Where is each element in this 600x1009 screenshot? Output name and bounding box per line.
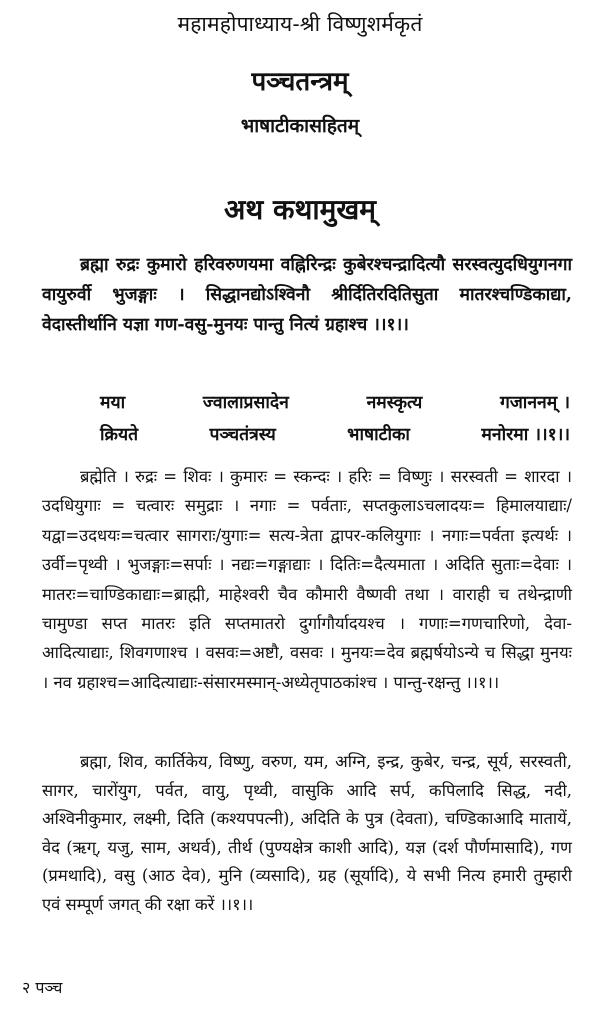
couplet-word: पञ्चतंत्रस्य [209,425,276,445]
couplet-word: ज्वालाप्रसादेन [202,393,289,413]
sanskrit-commentary: ब्रह्मेति । रुद्रः = शिवः । कुमारः = स्कन्दः । हरिः = विष्णुः । सरस्वती = शारदा । उदधियुगाः = चत्वारः समुद्राः । नगाः = पर्वताः, सप्तकुलाऽचलादयः= हिमालयाद्याः/यद्वा=उदधयः=चत्वार सागराः/युगाः= सत्य-त्रेता द्वापर-कलियुगाः । नगाः=पर्वता इत्यर्थः । उर्वी=पृथ्वी । भुजङ्गाः=सर्पाः । नद्यः=गङ्गाद्याः । दितिः=दैत्यमाता । अदिति सुताः=देवाः । मातरः=चाण्डिकाद्याः=ब्राह्मी, माहेश्वरी चैव कौमारी वैष्णवी तथा । वाराही च तथेन्द्राणी चामुण्डा सप्त मातरः इति सप्तमातरो दुर्गागौर्यादयश्च । गणाः=गणचारिणो, देवा-आदित्याद्याः, शिवगणाश्च । वसवः=अष्टौ, वसवः । मुनयः=देव ब्रह्मर्षयोऽन्ये च सिद्धा मुनयः । नव ग्रहाश्च=आदित्याद्याः-संसारमस्मान्-अध्येतृपाठकांश्च । पान्तु-रक्षन्तु ।।१।। [42,467,572,692]
section-title: अथ कथामुखम् [223,193,377,226]
book-title: पञ्चतन्त्रम् [251,67,349,97]
couplet-word: क्रियते [100,425,139,445]
book-subtitle: भाषाटीकासहितम् [240,115,360,137]
opening-verse: ब्रह्मा रुद्रः कुमारो हरिवरुणयमा वह्निरिन्द्रः कुबेरश्चन्द्रादित्यौ सरस्वत्युदधियुगनगा वायुरुर्वी भुजङ्गाः । सिद्धानद्योऽश्विनौ श्रीर्दितिरदितिसुता मातरश्चण्डिकाद्या, वेदास्तीर्थानि यज्ञा गण-वसु-मुनयः पान्तु नित्यं ग्रहाश्च ।।१।। [42,255,572,335]
page-signature: २ पञ्च [22,978,63,997]
translator-couplet-line-1 [100,388,570,418]
couplet-word: नमस्कृत्य [366,393,423,413]
couplet-word: भाषाटीका [347,425,410,445]
couplet-word: मया [100,393,126,413]
couplet-word: मनोरमा ।।१।। [481,425,570,445]
hindi-translation: ब्रह्मा, शिव, कार्तिकेय, विष्णु, वरुण, यम, अग्नि, इन्द्र, कुबेर, चन्द्र, सूर्य, सरस्वती, सागर, चारोंयुग, पर्वत, वायु, पृथ्वी, वासुकि आदि सर्प, कपिलादि सिद्ध, नदी, अश्विनीकुमार, लक्ष्मी, दिति (कश्यपपत्नी), अदिति के पुत्र (देवता), चण्डिकाआदि मातायें, वेद (ऋग्, यजु, साम, अथर्व), तीर्थ (पुण्यक्षेत्र काशी आदि), यज्ञ (दर्श पौर्णमासादि), गण (प्रमथादि), वसु (आठ देव), मुनि (व्यसादि), ग्रह (सूर्यादि), ये सभी नित्य हमारी तुम्हारी एवं सम्पूर्ण जगत् की रक्षा करें ।।१।। [42,752,572,914]
translator-couplet-line-2 [100,420,570,450]
couplet-word: गजाननम् । [499,393,570,413]
author-line: महामहोपाध्याय-श्री विष्णुशर्मकृतं [177,12,423,36]
